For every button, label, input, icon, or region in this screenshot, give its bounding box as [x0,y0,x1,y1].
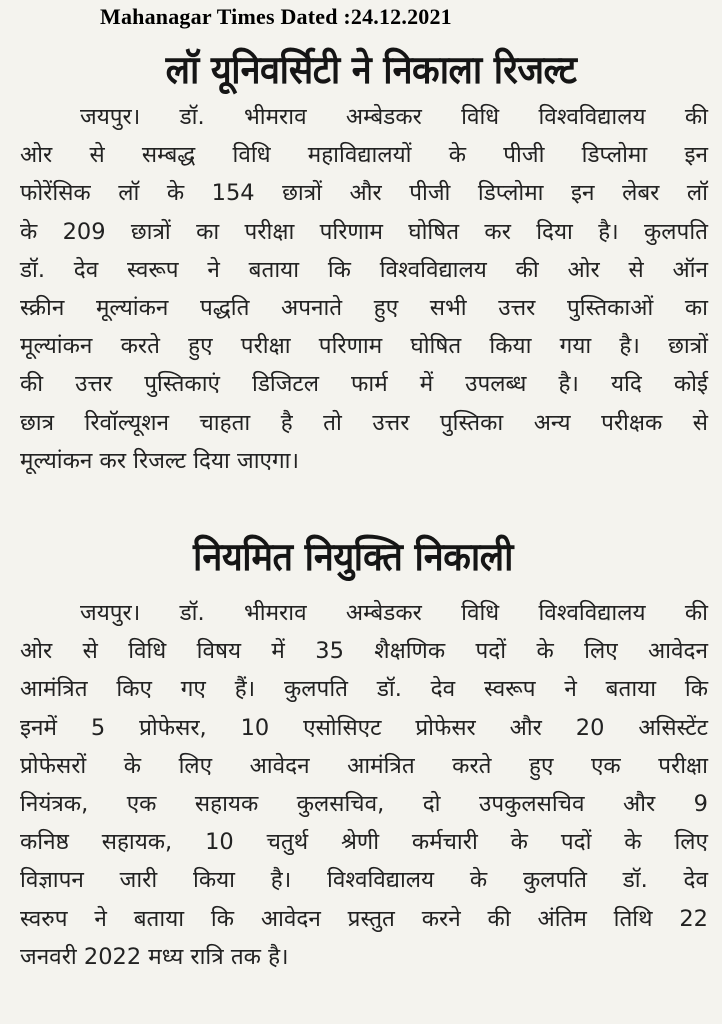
article-1-body [20,98,708,480]
article-2-line: कनिष्ठ सहायक, 10 चतुर्थ श्रेणी कर्मचारी के पदों के लिए [20,829,708,856]
article-2-headline: नियमित नियुक्ति निकाली [193,535,513,580]
article-2-line: इनमें 5 प्रोफेसर, 10 एसोसिएट प्रोफेसर और 20 असिस्टेंट [20,714,708,741]
article-1-line: डॉ. देव स्वरूप ने बताया कि विश्वविद्यालय की ओर से ऑन [20,256,708,283]
article-1-line: मूल्यांकन करते हुए परीक्षा परिणाम घोषित किया गया है। छात्रों [20,333,708,360]
article-1-line: की उत्तर पुस्तिकाएं डिजिटल फार्म में उपलब्ध है। यदि कोई [20,371,708,398]
article-2-line: विज्ञापन जारी किया है। विश्वविद्यालय के कुलपति डॉ. देव [20,867,708,894]
article-1-line: ओर से सम्बद्ध विधि महाविद्यालयों के पीजी डिप्लोमा इन [20,142,708,169]
article-2-line: जयपुर। डॉ. भीमराव अम्बेडकर विधि विश्वविद्यालय की [80,600,708,626]
masthead: Mahanagar Times Dated :24.12.2021 [100,4,452,29]
article-2-body [20,594,708,976]
article-2-line: आमंत्रित किए गए हैं। कुलपति डॉ. देव स्वरूप ने बताया कि [20,676,708,703]
article-2-line: जनवरी 2022 मध्य रात्रि तक है। [20,943,289,970]
article-1-headline: लॉ यूनिवर्सिटी ने निकाला रिजल्ट [165,48,577,93]
article-1-line: जयपुर। डॉ. भीमराव अम्बेडकर विधि विश्वविद्यालय की [80,104,708,130]
article-2-line: प्रोफेसरों के लिए आवेदन आमंत्रित करते हुए एक परीक्षा [20,752,708,779]
article-1-line: छात्र रिवॉल्यूशन चाहता है तो उत्तर पुस्तिका अन्य परीक्षक से [20,409,708,436]
article-1-line: मूल्यांकन कर रिजल्ट दिया जाएगा। [20,447,299,474]
article-1-line: के 209 छात्रों का परीक्षा परिणाम घोषित कर दिया है। कुलपति [20,218,708,245]
article-2-line: स्वरुप ने बताया कि आवेदन प्रस्तुत करने की अंतिम तिथि 22 [20,905,708,932]
article-2-line: ओर से विधि विषय में 35 शैक्षणिक पदों के लिए आवेदन [20,638,708,665]
article-1-line: फोरेंसिक लॉ के 154 छात्रों और पीजी डिप्लोमा इन लेबर लॉ [20,180,708,207]
article-2-line: नियंत्रक, एक सहायक कुलसचिव, दो उपकुलसचिव और 9 [20,791,708,818]
article-1-line: स्क्रीन मूल्यांकन पद्धति अपनाते हुए सभी उत्तर पुस्तिकाओं का [20,295,708,322]
